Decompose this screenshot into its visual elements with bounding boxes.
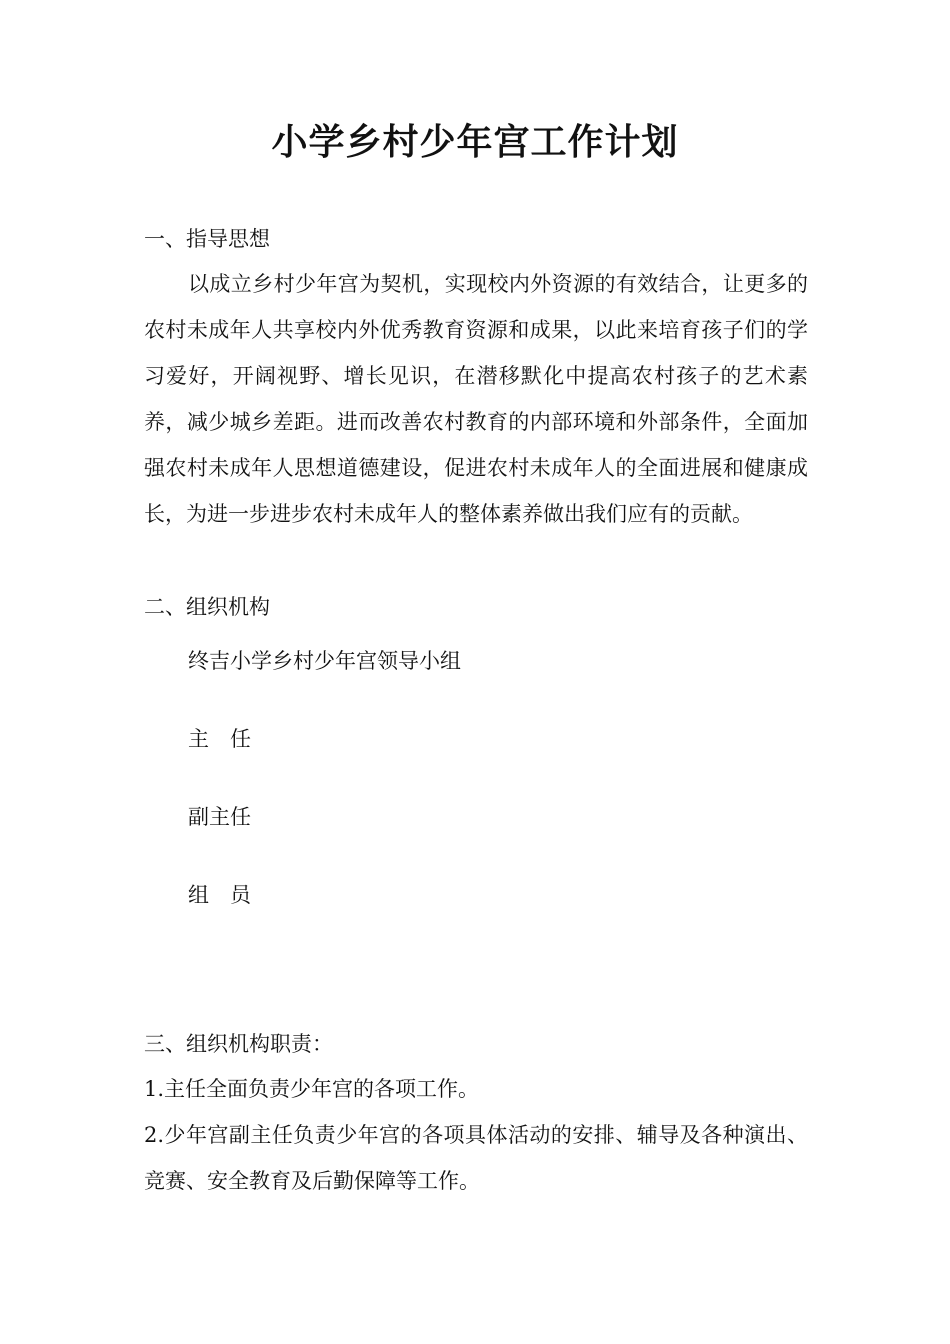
- section-2-heading: 二、组织机构: [144, 595, 270, 619]
- role-deputy-director: 副主任: [188, 805, 251, 829]
- section-3-heading: 三、组织机构职责：: [144, 1032, 333, 1056]
- section-1-paragraph: 以成立乡村少年宫为契机，实现校内外资源的有效结合，让更多的农村未成年人共享校内外优秀教育资源和成果，以此来培育孩子们的学习爱好，开阔视野、增长见识，在潜移默化中提高农村孩子的艺术素养，减少城乡差距。进而改善农村教育的内部环境和外部条件，全面加强农村未成年人思想道德建设，促进农村未成年人的全面进展和健康成长，为进一步进步农村未成年人的整体素养做出我们应有的贡献。: [144, 272, 808, 526]
- role-director: 主 任: [188, 727, 251, 751]
- responsibility-item-2: 2.少年宫副主任负责少年宫的各项具体活动的安排、辅导及各种演出、竞赛、安全教育及后勤保障等工作。: [144, 1123, 808, 1193]
- leadership-group-name: 终吉小学乡村少年宫领导小组: [188, 649, 461, 673]
- role-member: 组 员: [188, 883, 251, 907]
- responsibility-item-1: 1.主任全面负责少年宫的各项工作。: [144, 1077, 480, 1101]
- document-title: 小学乡村少年宫工作计划: [271, 121, 679, 163]
- section-1-heading: 一、指导思想: [144, 227, 270, 251]
